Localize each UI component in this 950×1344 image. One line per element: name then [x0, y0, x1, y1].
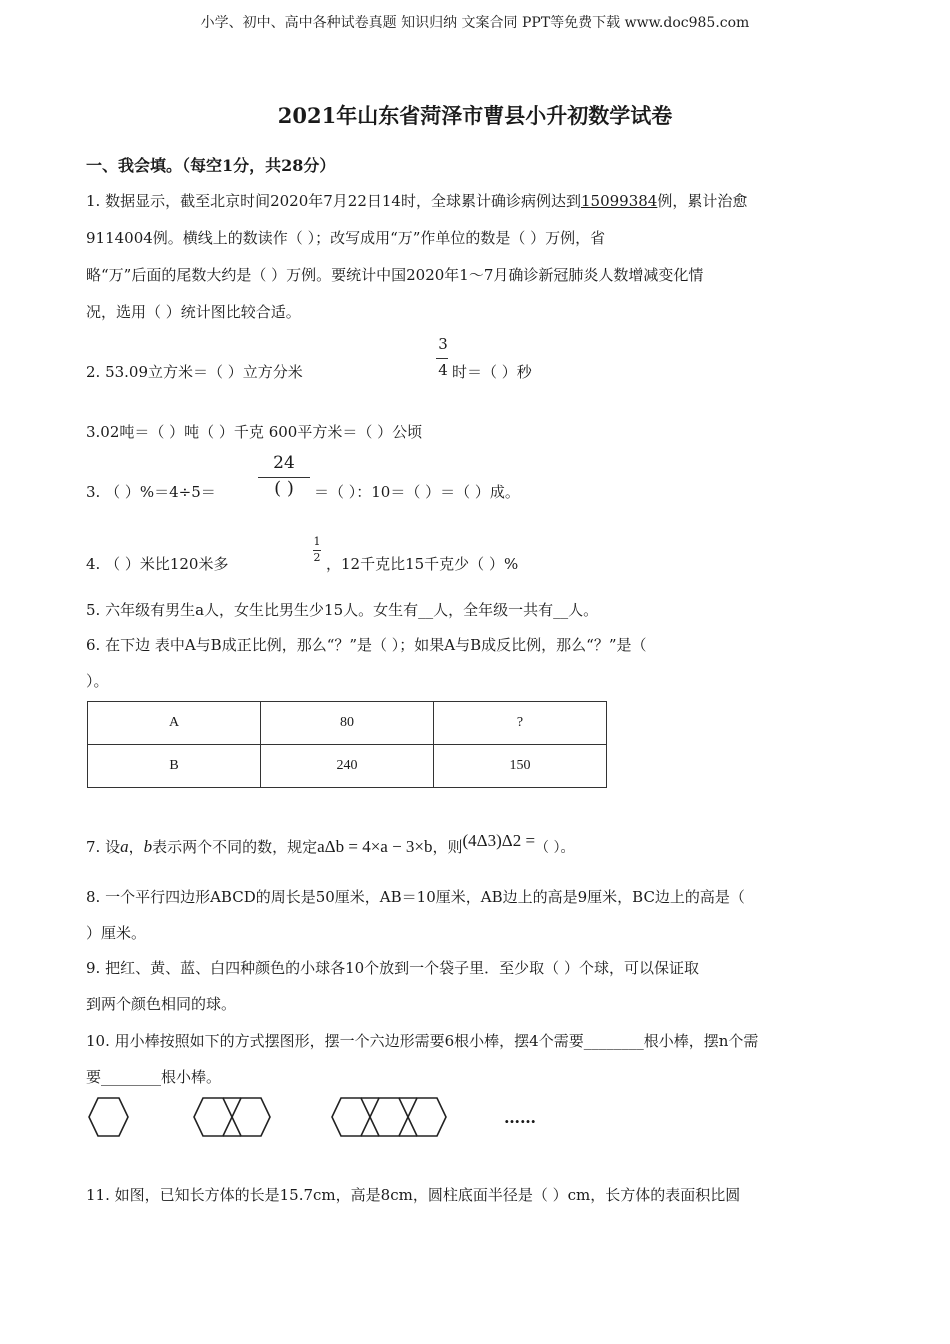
fraction-denominator: 4 [438, 361, 448, 379]
question-3-part-2: ＝（ ）：10＝（ ）＝（ ）成。 [314, 483, 520, 501]
hexagon-figure-1 [88, 1095, 130, 1139]
page-title: 2021年山东省菏泽市曹县小升初数学试卷 [277, 103, 673, 128]
question-4-part-2: ，12千克比15千克少（ ）% [326, 555, 519, 573]
table-row [88, 745, 607, 788]
question-1-line-4: 况，选用（ ）统计图比较合适。 [86, 303, 301, 321]
question-7-text: 7. 设 [86, 838, 121, 856]
hexagon-figure-2 [193, 1095, 273, 1139]
table-cell: 150 [434, 745, 607, 788]
question-10-line-2: 要________根小棒。 [86, 1068, 222, 1086]
fraction-bar [436, 358, 448, 359]
question-10-line-1: 10. 用小棒按照如下的方式摆图形，摆一个六边形需要6根小棒，摆4个需要________根小棒，摆n个需 [86, 1032, 759, 1050]
question-4-part-1: 4. （ ）米比120米多 [86, 555, 229, 573]
question-1-text-end: 例，累计治愈 [657, 192, 748, 210]
question-7-separator: ， [128, 838, 144, 856]
question-7-text: 表示两个不同的数，规定 [152, 838, 318, 856]
table-cell: 80 [261, 702, 434, 745]
underlined-number: 15099384 [580, 192, 658, 210]
page-header: 小学、初中、高中各种试卷真题 知识归纳 文案合同 PPT等免费下载 www.doc985.com [200, 15, 750, 31]
variable-b: b [143, 837, 153, 856]
question-6-line-2: ）。 [86, 672, 109, 690]
table-row [88, 702, 607, 745]
table-cell: 240 [261, 745, 434, 788]
variable-a: a [120, 837, 129, 856]
question-1-text: 1. 数据显示，截至北京时间2020年7月22日14时，全球累计确诊病例达到 [86, 192, 581, 210]
question-7 [86, 831, 575, 857]
expression: (4Δ3)Δ2 = [462, 831, 536, 850]
table-cell: ? [434, 702, 607, 745]
question-5: 5. 六年级有男生a人，女生比男生少15人。女生有__人，全年级一共有__人。 [86, 601, 599, 619]
ellipsis: …… [504, 1108, 536, 1127]
question-2-part-1: 2. 53.09立方米＝（ ）立方分米 [86, 363, 303, 381]
question-3-part-1: 3. （ ）%＝4÷5＝ [86, 483, 216, 501]
question-8-line-1: 8. 一个平行四边形ABCD的周长是50厘米，AB＝10厘米，AB边上的高是9厘米，BC边上的高是（ [86, 888, 745, 906]
fraction-numerator: 3 [438, 335, 448, 353]
question-2b-line: 3.02吨＝（ ）吨（ ）千克 600平方米＝（ ）公顷 [86, 423, 423, 441]
question-2-part-2: 时＝（ ）秒 [452, 363, 532, 381]
table-cell: A [88, 702, 261, 745]
table-cell: B [88, 745, 261, 788]
question-9-line-2: 到两个颜色相同的球。 [86, 995, 237, 1013]
fraction-numerator: 1 [313, 535, 321, 548]
fraction-denominator: 2 [313, 551, 321, 564]
hexagon-figure-3 [331, 1095, 449, 1139]
question-6-line-1: 6. 在下边 表中A与B成正比例，那么“？”是（ ）；如果A与B成反比例，那么“？”是（ [86, 636, 647, 654]
operation-rule: aΔb = 4×a − 3×b [317, 837, 433, 856]
proportion-table [87, 701, 607, 788]
question-1-line-2: 9114004例。横线上的数读作（ ）；改写成用“万”作单位的数是（ ）万例，省 [86, 229, 606, 247]
section-heading: 一、我会填。（每空1分，共28分） [86, 156, 336, 175]
question-9-line-1: 9. 把红、黄、蓝、白四种颜色的小球各10个放到一个袋子里．至少取（ ）个球，可以保证取 [86, 959, 699, 977]
question-1-line-1 [86, 190, 747, 211]
question-1-line-3: 略“万”后面的尾数大约是（ ）万例。要统计中国2020年1～7月确诊新冠肺炎人数增减变化情 [86, 266, 704, 284]
fraction-numerator: 24 [273, 453, 295, 473]
question-8-line-2: ）厘米。 [86, 924, 147, 942]
question-7-text: ，则 [432, 838, 463, 856]
question-7-blank: （ ）。 [535, 840, 575, 856]
question-11: 11. 如图，已知长方体的长是15.7cm，高是8cm，圆柱底面半径是（ ）cm，长方体的表面积比圆 [86, 1186, 741, 1204]
fraction-denominator-blank: ( ) [274, 478, 294, 499]
